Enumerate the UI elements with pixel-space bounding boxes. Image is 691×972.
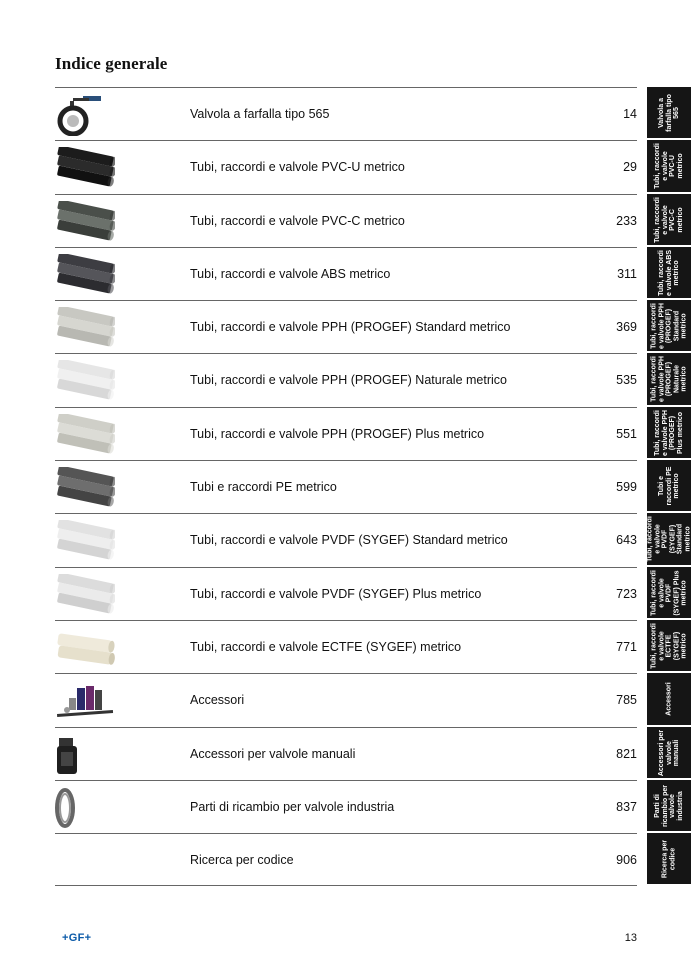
toc-row[interactable] xyxy=(55,673,637,726)
toc-entry-label[interactable]: Tubi, raccordi e valvole PPH (PROGEF) Naturale metrico xyxy=(190,373,507,388)
accessories-icon xyxy=(55,680,115,722)
toc-row[interactable] xyxy=(55,567,637,620)
section-tab-label: Tubi, raccordi e valvole PVDF (SYGEF) Standard metrico xyxy=(647,516,691,563)
toc-entry-label[interactable]: Tubi, raccordi e valvole PVC-C metrico xyxy=(190,213,405,228)
toc-row[interactable] xyxy=(55,194,637,247)
toc-entry-page[interactable]: 906 xyxy=(616,853,637,868)
section-tab[interactable] xyxy=(647,780,691,833)
section-tabs xyxy=(647,87,691,886)
section-tab-label: Tubi, raccordi e valvole PVDF (SYGEF) Plus metrico xyxy=(650,569,688,616)
toc-row[interactable] xyxy=(55,620,637,673)
section-tab[interactable] xyxy=(647,620,691,673)
toc-entry-page[interactable]: 785 xyxy=(616,693,637,708)
toc-entry-label[interactable]: Valvola a farfalla tipo 565 xyxy=(190,107,330,121)
page-title: Indice generale xyxy=(55,54,168,73)
section-tab[interactable] xyxy=(647,87,691,140)
section-tab[interactable] xyxy=(647,407,691,460)
toc-entry-label[interactable]: Ricerca per codice xyxy=(190,853,294,868)
toc-row[interactable] xyxy=(55,513,637,566)
pvc-u-pipes-icon xyxy=(55,147,115,189)
section-tab[interactable] xyxy=(647,727,691,780)
actuator-icon xyxy=(55,734,115,776)
section-tab-label: Tubi e raccordi PE metrico xyxy=(657,466,680,506)
toc-entry-label[interactable]: Tubi, raccordi e valvole PVDF (SYGEF) Standard metrico xyxy=(190,533,508,548)
pe-pipes-icon xyxy=(55,467,115,509)
toc-entry-label[interactable]: Tubi, raccordi e valvole ABS metrico xyxy=(190,266,391,281)
pvc-c-pipes-icon xyxy=(55,201,115,243)
table-of-contents xyxy=(55,87,637,886)
toc-entry-label[interactable]: Tubi e raccordi PE metrico xyxy=(190,480,337,495)
toc-entry-label[interactable]: Tubi, raccordi e valvole PPH (PROGEF) Plus metrico xyxy=(190,426,485,441)
toc-row[interactable] xyxy=(55,300,637,353)
abs-pipes-icon xyxy=(55,254,115,296)
toc-entry-page[interactable]: 821 xyxy=(616,746,637,761)
section-tab[interactable] xyxy=(647,194,691,247)
toc-row[interactable] xyxy=(55,353,637,406)
section-tab-label: Tubi, raccordi e valvole PVC-C metrico xyxy=(654,196,684,243)
toc-entry-page[interactable]: 643 xyxy=(616,533,637,548)
section-tab[interactable] xyxy=(647,300,691,353)
toc-entry-page[interactable]: 837 xyxy=(616,799,637,814)
section-tab[interactable] xyxy=(647,513,691,566)
pph-natural-pipes-icon xyxy=(55,360,115,402)
toc-row[interactable] xyxy=(55,87,637,140)
section-tab-label: Tubi, raccordi e valvole PPH (PROGEF) Plus metrico xyxy=(654,409,684,456)
toc-row[interactable] xyxy=(55,247,637,300)
toc-entry-label[interactable]: Parti di ricambio per valvole industria xyxy=(190,799,395,814)
toc-entry-page[interactable]: 233 xyxy=(616,213,637,228)
section-tab-label: Tubi, raccordi e valvole PVC-U metrico xyxy=(654,143,684,190)
section-tab-label: Accessori xyxy=(665,682,673,716)
section-tab[interactable] xyxy=(647,673,691,726)
section-tab-label: Tubi, raccordi e valvole ECTFE (SYGEF) metrico xyxy=(650,623,688,669)
section-tab-label: Valvola a farfalla tipo 565 xyxy=(657,94,680,132)
toc-row[interactable] xyxy=(55,833,637,886)
section-tab[interactable] xyxy=(647,353,691,406)
toc-entry-page[interactable]: 29 xyxy=(623,160,637,175)
toc-row[interactable] xyxy=(55,727,637,780)
section-tab[interactable] xyxy=(647,140,691,193)
toc-entry-label[interactable]: Accessori per valvole manuali xyxy=(190,746,356,761)
pph-standard-pipes-icon xyxy=(55,307,115,349)
gf-logo: +GF+ xyxy=(62,932,92,944)
toc-entry-page[interactable]: 369 xyxy=(616,320,637,335)
section-tab[interactable] xyxy=(647,833,691,886)
toc-row[interactable] xyxy=(55,140,637,193)
toc-entry-page[interactable]: 723 xyxy=(616,586,637,601)
section-tab-label: Tubi, raccordi e valvole ABS metrico xyxy=(657,249,680,296)
seal-ring-icon xyxy=(55,787,115,829)
ectfe-pipes-icon xyxy=(55,627,115,669)
section-tab[interactable] xyxy=(647,567,691,620)
section-tab-label: Parti di ricambio per valvole industria xyxy=(654,784,684,827)
section-tab[interactable] xyxy=(647,460,691,513)
section-tab-label: Tubi, raccordi e valvole PPH (PROGEF) Naturale metrico xyxy=(650,356,688,403)
toc-entry-page[interactable]: 535 xyxy=(616,373,637,388)
toc-entry-label[interactable]: Tubi, raccordi e valvole PVDF (SYGEF) Plus metrico xyxy=(190,586,482,601)
toc-entry-page[interactable]: 311 xyxy=(617,266,637,281)
toc-row[interactable] xyxy=(55,780,637,833)
toc-entry-label[interactable]: Tubi, raccordi e valvole PPH (PROGEF) Standard metrico xyxy=(190,320,511,335)
butterfly-valve-icon xyxy=(55,94,115,136)
section-tab[interactable] xyxy=(647,247,691,300)
toc-row[interactable] xyxy=(55,460,637,513)
section-tab-label: Tubi, raccordi e valvole PPH (PROGEF) Standard metrico xyxy=(650,303,688,350)
toc-entry-page[interactable]: 771 xyxy=(616,639,637,654)
toc-entry-page[interactable]: 599 xyxy=(616,480,637,495)
page-number: 13 xyxy=(624,932,637,944)
pph-plus-pipes-icon xyxy=(55,414,115,456)
toc-entry-label[interactable]: Tubi, raccordi e valvole PVC-U metrico xyxy=(190,160,405,175)
toc-row[interactable] xyxy=(55,407,637,460)
toc-entry-page[interactable]: 14 xyxy=(623,107,637,121)
pvdf-standard-pipes-icon xyxy=(55,520,115,562)
toc-entry-label[interactable]: Tubi, raccordi e valvole ECTFE (SYGEF) metrico xyxy=(190,639,462,654)
pvdf-plus-pipes-icon xyxy=(55,574,115,616)
section-tab-label: Accessori per valvole manuali xyxy=(657,729,680,776)
toc-entry-page[interactable]: 551 xyxy=(616,426,637,441)
section-tab-label: Ricerca per codice xyxy=(661,840,676,879)
toc-entry-label[interactable]: Accessori xyxy=(190,693,245,708)
